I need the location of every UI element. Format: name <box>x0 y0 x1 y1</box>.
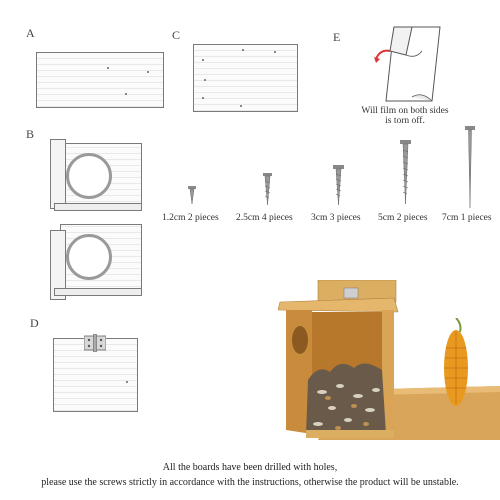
peel-arrow-icon <box>374 47 392 63</box>
film-note-line1: Will film on both sides <box>361 106 449 116</box>
label-b: B <box>26 127 35 141</box>
label-e: E <box>333 30 341 44</box>
label-c: C <box>172 28 181 42</box>
hinge-icon <box>84 334 106 352</box>
film-note-line2: is torn off. <box>385 116 425 126</box>
film-note <box>350 106 460 126</box>
screw-icon <box>465 126 475 208</box>
screw-label-2-5cm: 2.5cm 4 pieces <box>236 213 293 223</box>
board-b-bottom <box>50 222 142 300</box>
corn-cob-icon <box>442 318 470 408</box>
label-a: A <box>26 26 35 40</box>
instruction-note-line2: please use the screws strictly in accordance with the instructions, otherwise the product will be unstable. <box>41 477 459 488</box>
product-photo <box>278 280 500 440</box>
instruction-note <box>0 460 500 490</box>
board-b-top <box>50 139 142 213</box>
screw-label-3cm: 3cm 3 pieces <box>311 213 361 223</box>
screw-label-7cm: 7cm 1 pieces <box>442 213 492 223</box>
screw-label-1-2cm: 1.2cm 2 pieces <box>162 213 219 223</box>
label-d: D <box>30 316 39 330</box>
board-a <box>36 52 164 108</box>
screw-icon <box>188 186 196 204</box>
screw-icon <box>263 173 272 205</box>
screw-icon <box>400 140 411 204</box>
film-peel-illustration <box>372 25 444 105</box>
instruction-note-line1: All the boards have been drilled with holes, <box>162 462 338 473</box>
screw-label-5cm: 5cm 2 pieces <box>378 213 428 223</box>
screw-icon <box>333 165 344 205</box>
board-c <box>193 44 298 112</box>
